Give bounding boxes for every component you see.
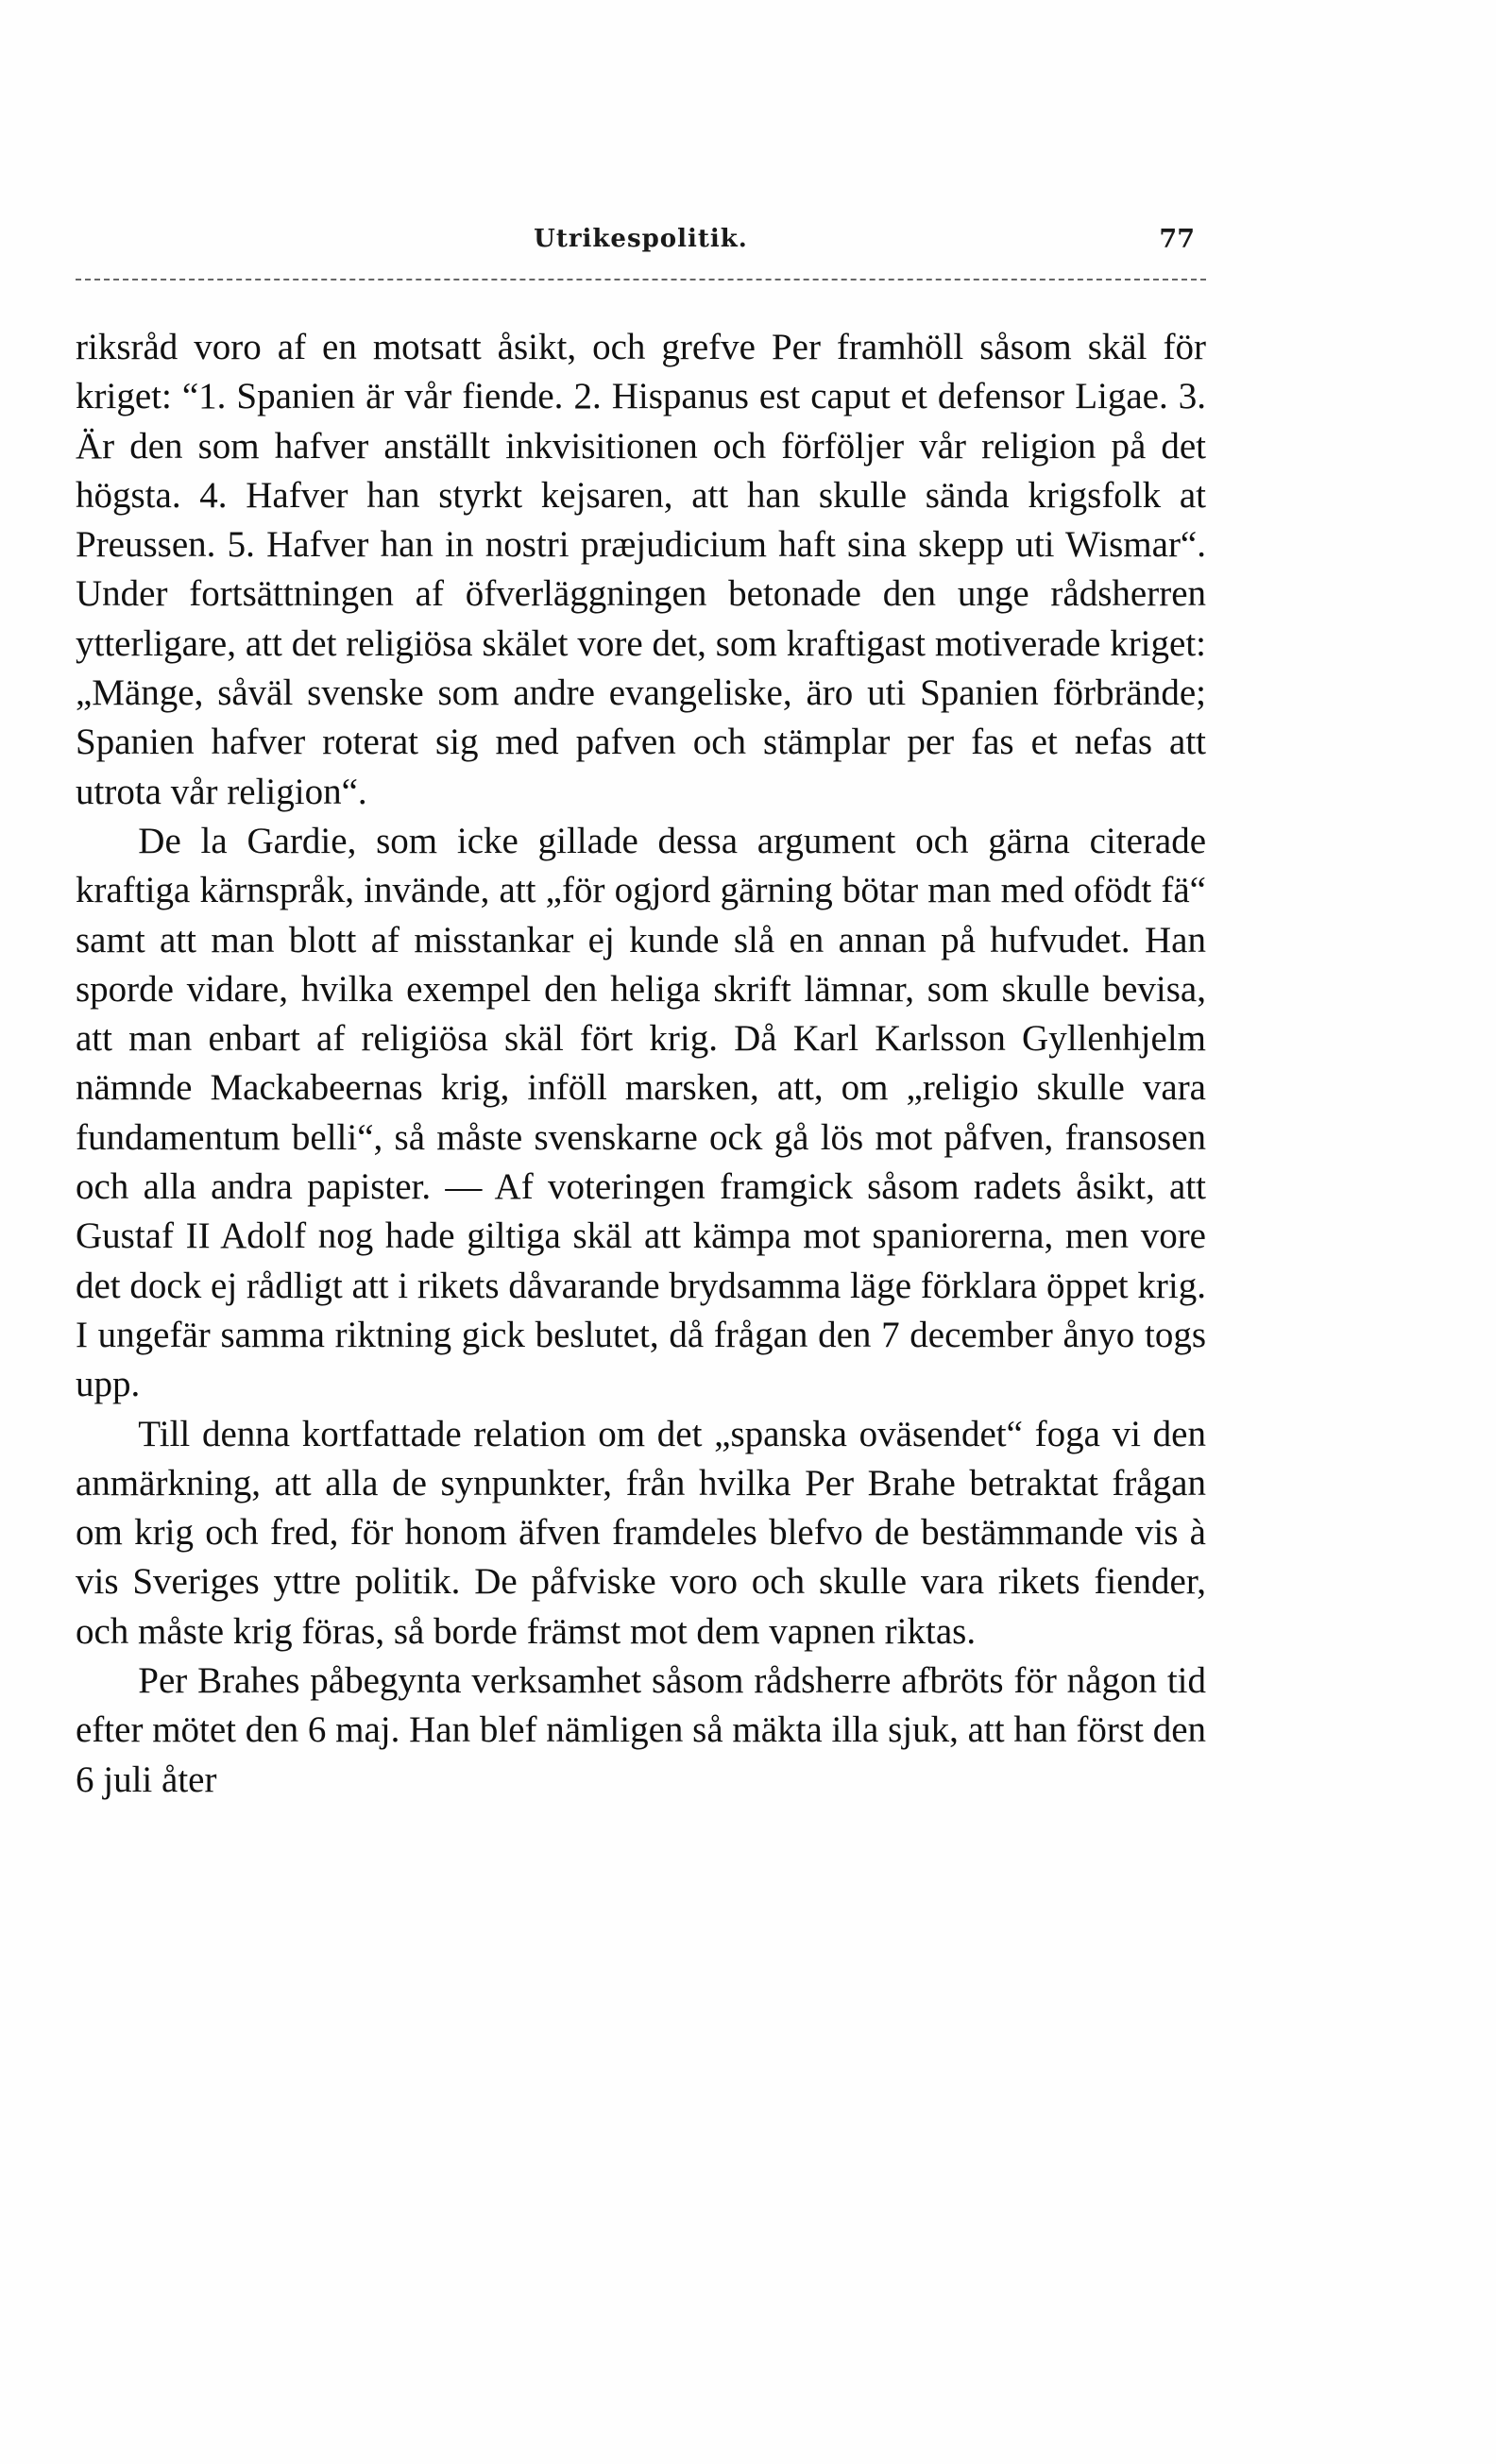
- paragraph-2: De la Gardie, som icke gillade dessa argument och gärna citerade kraftiga kärnspråk, invände, att „för ogjord gärning bötar man med ofödt fä“ samt att man blott af misstankar ej kunde slå en annan på hufvudet. Han sporde vidare, hvilka exempel den heliga skrift lämnar, som skulle bevisa, att man enbart af religiösa skäl fört krig. Då Karl Karlsson Gyllenhjelm nämnde Mackabeernas krig, inföll marsken, att, om „religio skulle vara fundamentum belli“, så måste svenskarne ock gå lös mot påfven, fransosen och alla andra papister. — Af voteringen framgick såsom radets åsikt, att Gustaf II Adolf nog hade giltiga skäl att kämpa mot spaniorerna, men vore det dock ej rådligt att i rikets dåvarande brydsamma läge förklara öppet krig. I ungefär samma riktning gick beslutet, då frågan den 7 december ånyo togs upp.: [76, 820, 1206, 1405]
- page-header: [76, 225, 1206, 263]
- paragraph-4: Per Brahes påbegynta verksamhet såsom rådsherre afbröts för någon tid efter mötet den 6 maj. Han blef nämligen så mäkta illa sjuk, att han först den 6 juli åter: [76, 1660, 1206, 1800]
- running-head: Utrikespolitik.: [534, 225, 748, 253]
- body-text: [76, 323, 1206, 1805]
- paragraph-1: riksråd voro af en motsatt åsikt, och grefve Per framhöll såsom skäl för kriget: “1. Spanien är vår fiende. 2. Hispanus est caput et defensor Ligae. 3. Är den som hafver anställt inkvisitionen och förföljer vår religion på det högsta. 4. Hafver han styrkt kejsaren, att han skulle sända krigsfolk at Preussen. 5. Hafver han in nostri præjudicium haft sina skepp uti Wismar“. Under fortsättningen af öfverläggningen betonade den unge rådsherren ytterligare, att det religiösa skälet vore det, som kraftigast motiverade kriget: „Mänge, såväl svenske som andre evangeliske, äro uti Spanien förbrände; Spanien hafver roterat sig med pafven och stämplar per fas et nefas att utrota vår religion“.: [76, 327, 1206, 812]
- header-rule: [76, 279, 1206, 280]
- page-number: 77: [1159, 225, 1195, 254]
- paragraph-3: Till denna kortfattade relation om det „spanska oväsendet“ foga vi den anmärkning, att alla de synpunkter, från hvilka Per Brahe betraktat frågan om krig och fred, för honom äfven framdeles blefvo de bestämmande vis à vis Sveriges yttre politik. De påfviske voro och skulle vara rikets fiender, och måste krig föras, så borde främst mot dem vapnen riktas.: [76, 1413, 1206, 1652]
